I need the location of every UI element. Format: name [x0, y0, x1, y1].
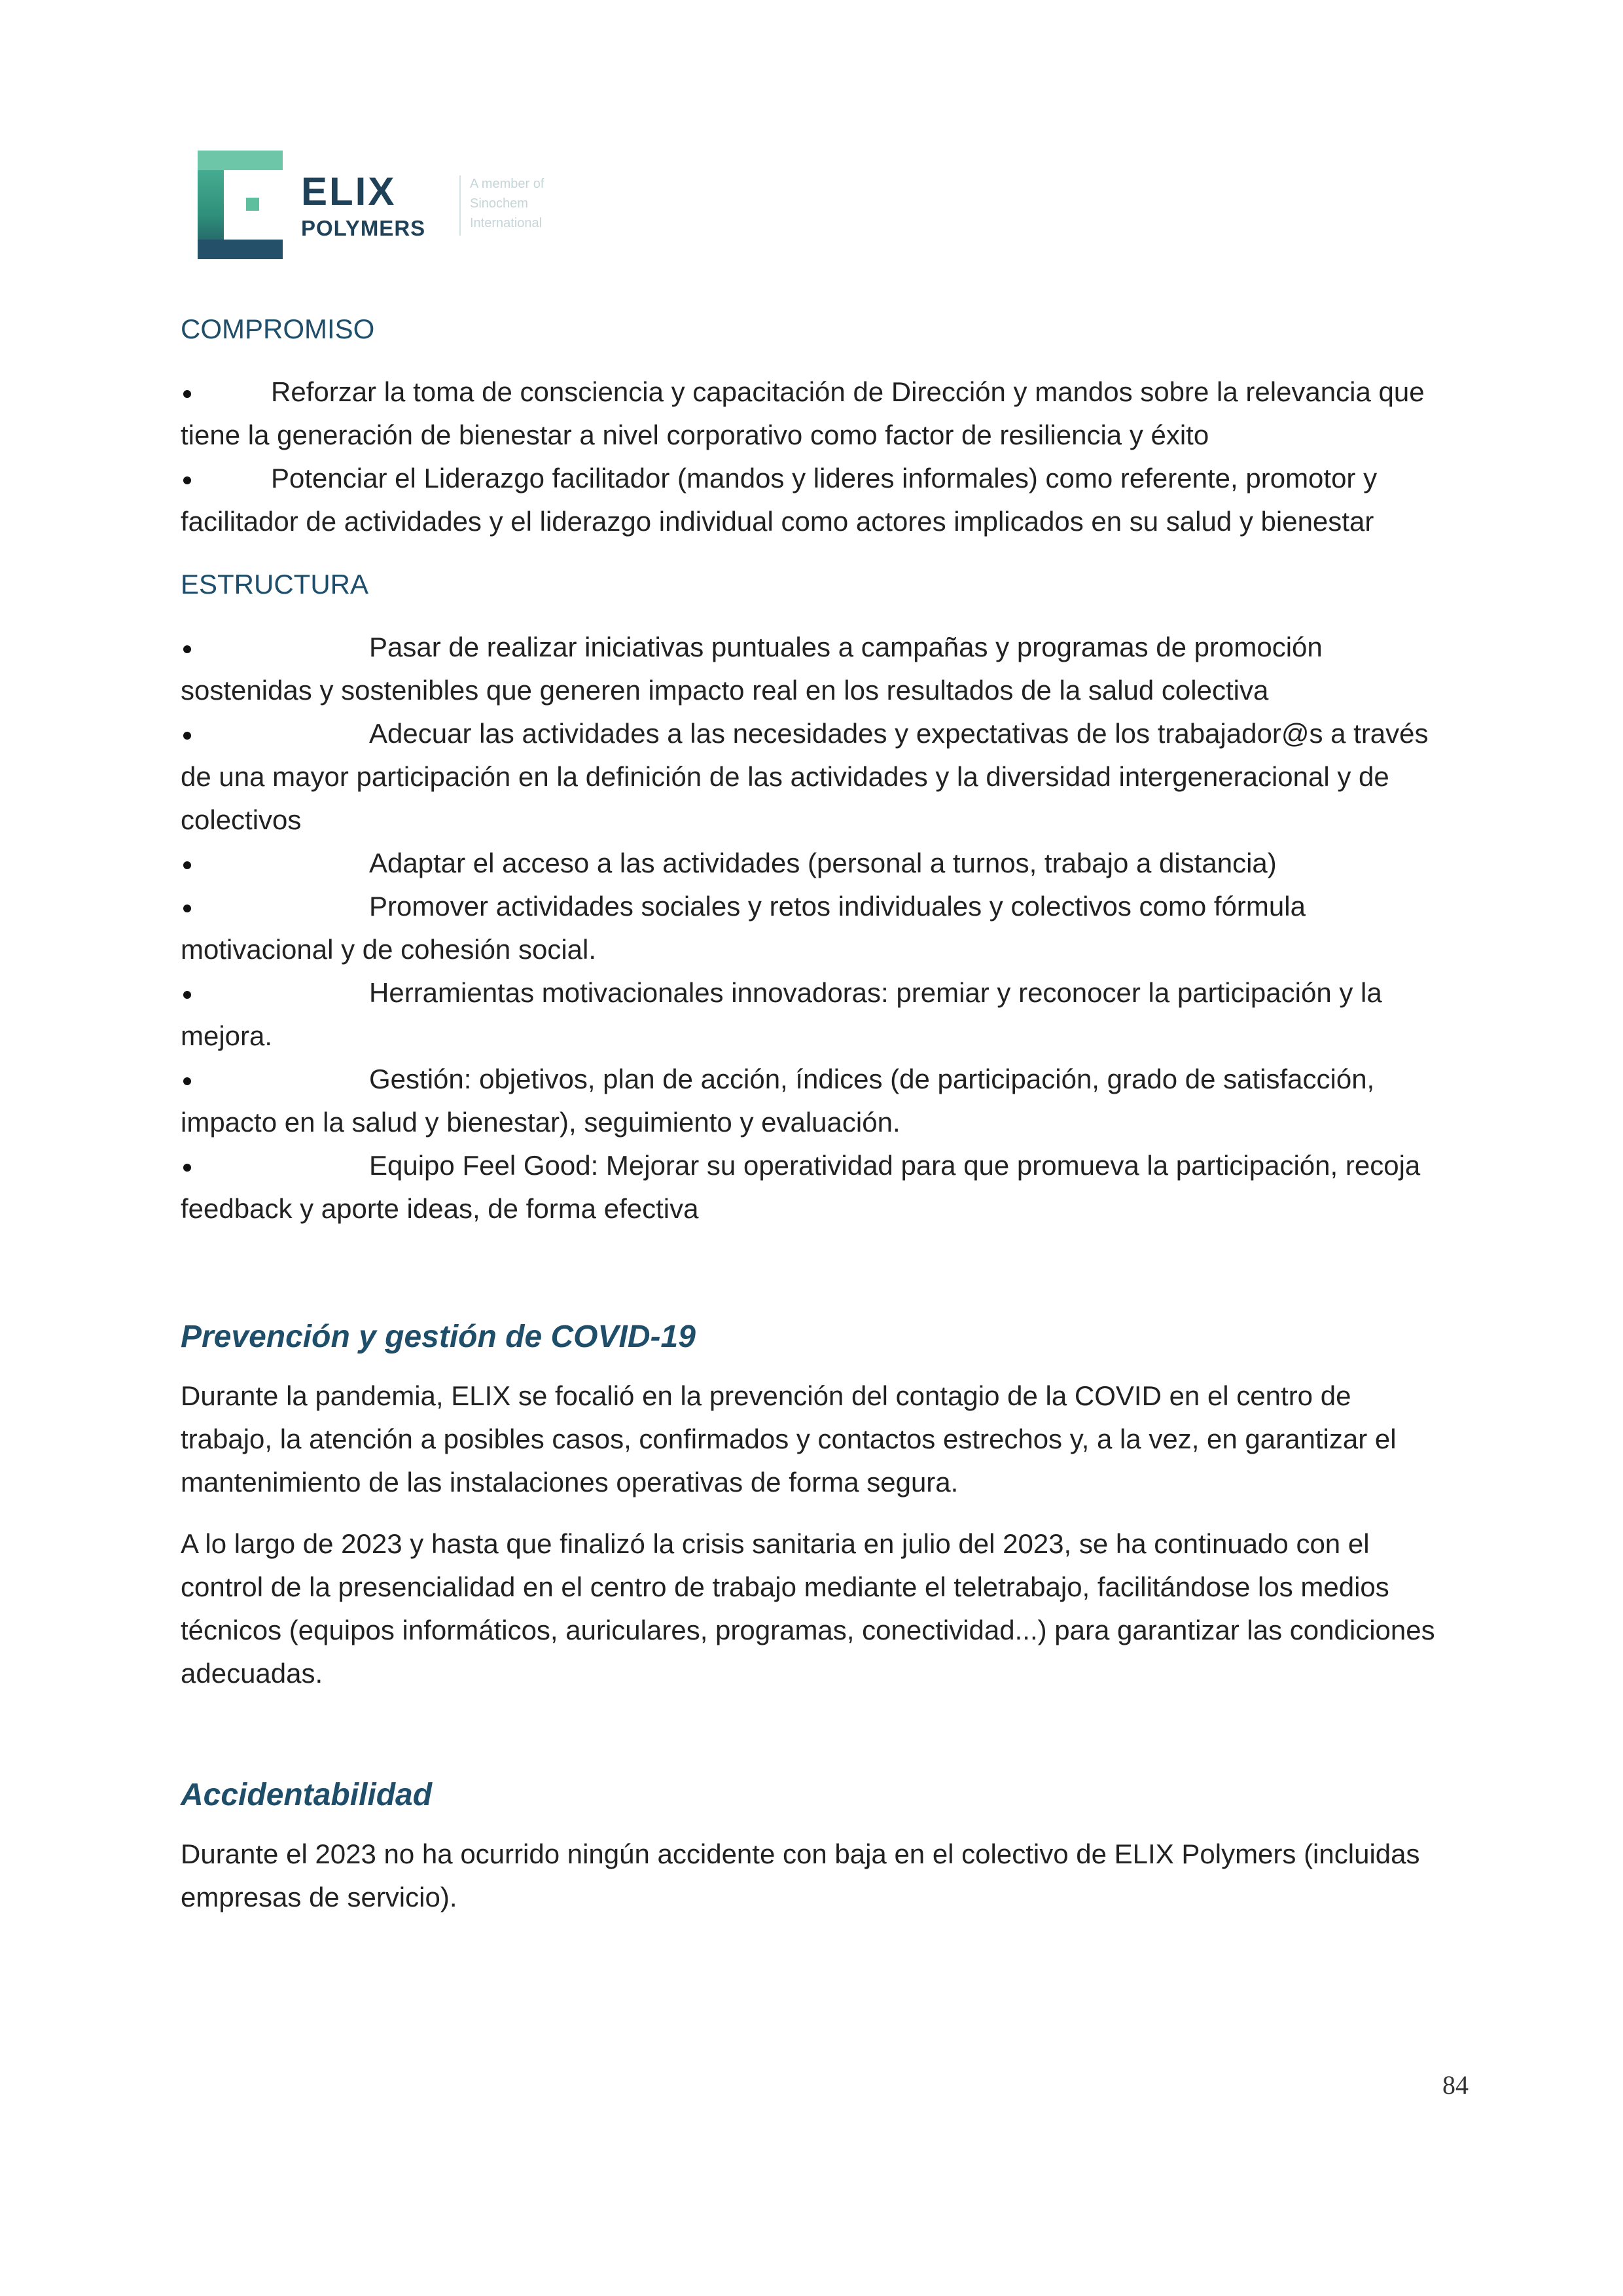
- bullet-icon: [183, 991, 191, 999]
- bullet-icon: [183, 905, 191, 912]
- list-item: Herramientas motivacionales innovadoras: premiar y reconocer la participación y la mejora.: [181, 977, 1382, 1051]
- list-item: Potenciar el Liderazgo facilitador (mandos y lideres informales) como referente, promotor y facilitador de actividades y el liderazgo individual como actores implicados en su salud y bienestar: [181, 463, 1378, 537]
- covid-paragraph-2: A lo largo de 2023 y hasta que finalizó la crisis sanitaria en julio del 2023, se ha continuado con el control de la presencialidad en el centro de trabajo mediante el teletrabajo, facilitándose los medios técnicos (equipos informáticos, auriculares, programas, conectividad...) para garantizar las condiciones adecuadas.: [181, 1528, 1435, 1689]
- page-content: [181, 308, 1444, 1919]
- list-item: Adaptar el acceso a las actividades (personal a turnos, trabajo a distancia): [181, 842, 1444, 885]
- bullet-icon: [183, 732, 191, 740]
- covid-section-title: Prevención y gestión de COVID-19: [181, 1319, 696, 1354]
- bullet-icon: [183, 1164, 191, 1172]
- compromiso-heading: COMPROMISO: [181, 314, 375, 344]
- company-logo: [198, 151, 603, 262]
- bullet-icon: [183, 476, 191, 484]
- list-item: Pasar de realizar iniciativas puntuales a campañas y programas de promoción sostenidas y sostenibles que generen impacto real en los resultados de la salud colectiva: [181, 632, 1323, 706]
- logo-sub: POLYMERS: [301, 216, 426, 240]
- list-item: Adecuar las actividades a las necesidades y expectativas de los trabajador@s a través de una mayor participación en la definición de las actividades y la diversidad intergeneracional y de colectivos: [181, 718, 1429, 835]
- accidentabilidad-paragraph: Durante el 2023 no ha ocurrido ningún accidente con baja en el colectivo de ELIX Polymers (incluidas empresas de servicio).: [181, 1839, 1420, 1912]
- bullet-icon: [183, 390, 191, 398]
- page-number: 84: [1442, 2070, 1469, 2100]
- list-item: Reforzar la toma de consciencia y capacitación de Dirección y mandos sobre la relevancia que tiene la generación de bienestar a nivel corporativo como factor de resiliencia y éxito: [181, 376, 1425, 450]
- list-item: Gestión: objetivos, plan de acción, índices (de participación, grado de satisfacción, impacto en la salud y bienestar), seguimiento y evaluación.: [181, 1064, 1375, 1138]
- estructura-heading: ESTRUCTURA: [181, 569, 369, 600]
- logo-brand: ELIX: [301, 170, 397, 213]
- bullet-icon: [183, 861, 191, 869]
- accidentabilidad-section-title: Accidentabilidad: [181, 1778, 433, 1812]
- list-item: Promover actividades sociales y retos individuales y colectivos como fórmula motivacional y de cohesión social.: [181, 891, 1306, 965]
- list-item: Equipo Feel Good: Mejorar su operatividad para que promueva la participación, recoja feedback y aporte ideas, de forma efectiva: [181, 1150, 1421, 1224]
- covid-paragraph-1: Durante la pandemia, ELIX se focalió en la prevención del contagio de la COVID en el centro de trabajo, la atención a posibles casos, confirmados y contactos estrechos y, a la vez, en garantizar el mantenimiento de las instalaciones operativas de forma segura.: [181, 1380, 1397, 1498]
- logo-member-text: A member of Sinochem International: [470, 177, 544, 230]
- logo-separator: [459, 175, 461, 236]
- bullet-icon: [183, 645, 191, 653]
- bullet-icon: [183, 1077, 191, 1085]
- logo-mark-icon: [198, 151, 283, 259]
